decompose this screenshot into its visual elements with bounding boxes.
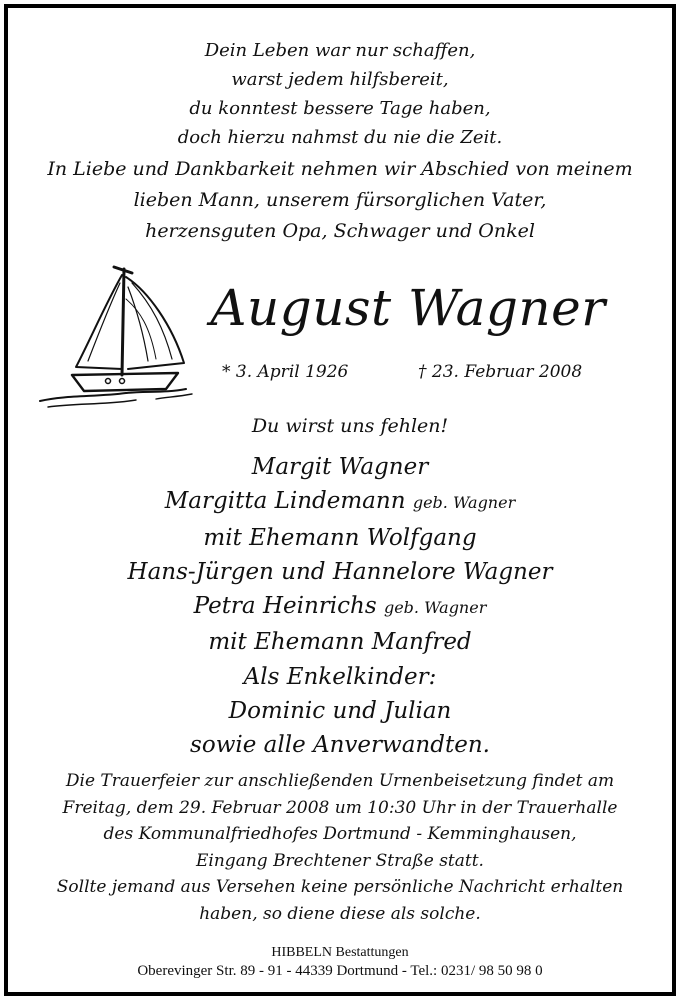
death-date: † 23. Februar 2008 — [418, 362, 583, 382]
intro-line: lieben Mann, unserem fürsorglichen Vater, — [133, 189, 547, 211]
family-member-name: Petra Heinrichs — [193, 593, 377, 620]
ceremony-line: Die Trauerfeier zur anschließenden Urnenbeisetzung findet am — [65, 771, 615, 791]
ceremony-line: des Kommunalfriedhofes Dortmund - Kemminghausen, — [103, 824, 577, 844]
family-member-name: Als Enkelkinder: — [243, 663, 437, 690]
family-member — [8, 625, 672, 659]
poem-line: doch hierzu nahmst du nie die Zeit. — [177, 127, 503, 148]
obituary-notice — [4, 4, 676, 996]
poem-line: warst jedem hilfsbereit, — [231, 69, 449, 90]
family-member-name: sowie alle Anverwandten. — [190, 732, 490, 759]
birth-date: * 3. April 1926 — [222, 362, 349, 382]
undertaker-name: HIBBELN Bestattungen — [271, 945, 409, 960]
poem — [8, 36, 672, 152]
intro-line: In Liebe und Dankbarkeit nehmen wir Abschied von meinem — [47, 158, 633, 180]
poem-line: Dein Leben war nur schaffen, — [204, 40, 476, 61]
ceremony-details — [8, 768, 672, 927]
family-member-name: Hans-Jürgen und Hannelore Wagner — [127, 558, 553, 585]
deceased-name: August Wagner — [210, 279, 606, 337]
family-member — [8, 450, 672, 484]
family-member-name: mit Ehemann Manfred — [208, 629, 472, 656]
family-member — [8, 521, 672, 555]
ceremony-line: haben, so diene diese als solche. — [199, 903, 481, 924]
poem-line: du konntest bessere Tage haben, — [189, 98, 491, 119]
sailboat-icon — [36, 263, 196, 413]
family-list — [8, 450, 672, 763]
family-member-name: Margitta Lindemann — [164, 488, 406, 515]
undertaker-info — [8, 944, 672, 980]
ceremony-line: Eingang Brechtener Straße statt. — [196, 850, 484, 871]
maiden-name-note: geb. Wagner — [412, 493, 516, 513]
family-member — [8, 660, 672, 694]
family-member-name: mit Ehemann Wolfgang — [203, 524, 477, 551]
family-member — [8, 728, 672, 762]
undertaker-address: Oberevinger Str. 89 - 91 - 44339 Dortmund - Tel.: 0231/ 98 50 98 0 — [137, 963, 543, 979]
family-member — [8, 589, 672, 625]
family-member — [8, 694, 672, 728]
ceremony-line: Sollte jemand aus Versehen keine persönliche Nachricht erhalten — [56, 877, 624, 897]
family-member — [8, 484, 672, 520]
intro-line: herzensguten Opa, Schwager und Onkel — [145, 220, 535, 242]
maiden-name-note: geb. Wagner — [383, 598, 487, 618]
family-member-name: Dominic und Julian — [228, 698, 452, 725]
family-member — [8, 555, 672, 589]
farewell-intro — [8, 154, 672, 247]
ceremony-line: Freitag, dem 29. Februar 2008 um 10:30 Uhr in der Trauerhalle — [62, 797, 618, 818]
family-member-name: Margit Wagner — [251, 454, 429, 480]
farewell-message: Du wirst uns fehlen! — [251, 415, 449, 437]
